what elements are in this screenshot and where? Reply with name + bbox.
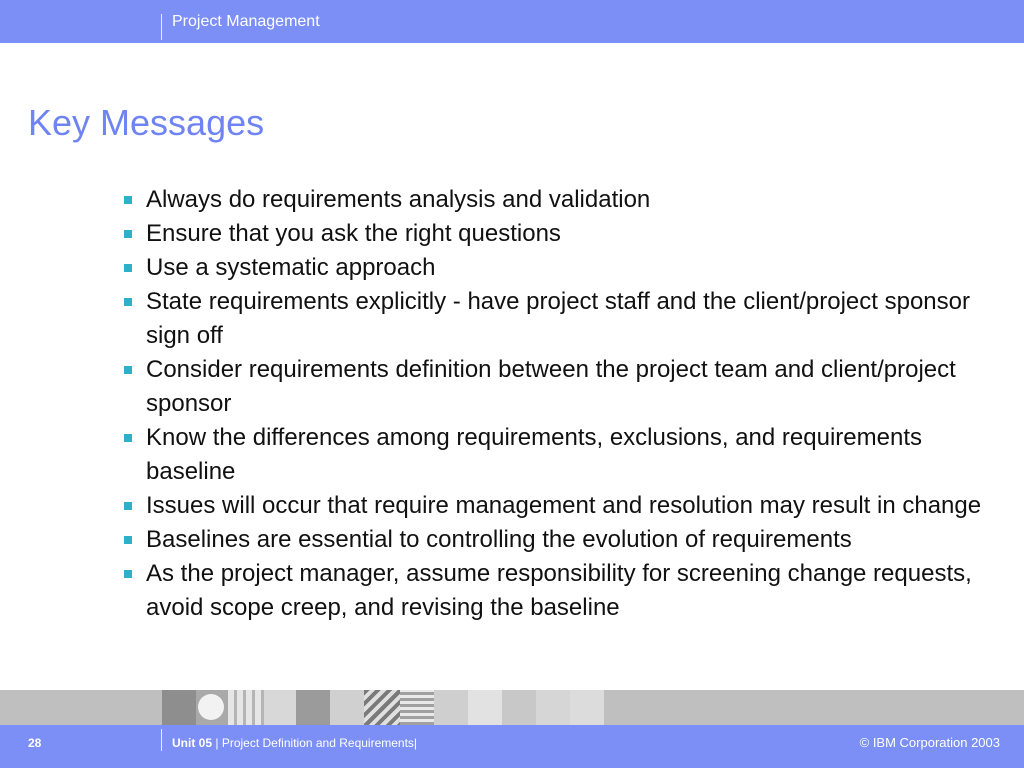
- square-bullet-icon: [124, 536, 132, 544]
- photo-tile: [536, 690, 570, 725]
- footer-divider: [161, 729, 162, 751]
- footer-unit: [172, 736, 417, 750]
- photo-tile: [502, 690, 536, 725]
- bullet-item: [120, 285, 1000, 353]
- bullet-item: [120, 489, 1000, 523]
- photo-tile: [330, 690, 364, 725]
- photo-tile: [264, 690, 296, 725]
- photo-tile: [468, 690, 502, 725]
- photo-tile: [364, 690, 400, 725]
- bullet-text: Baselines are essential to controlling the evolution of requirements: [146, 526, 852, 553]
- bullet-text: Always do requirements analysis and validation: [146, 186, 651, 213]
- photo-tile: [296, 690, 330, 725]
- bullet-text: Use a systematic approach: [146, 254, 436, 281]
- bullet-item: [120, 217, 1000, 251]
- header-divider: [161, 14, 162, 40]
- bullet-item: [120, 183, 1000, 217]
- unit-separator: |: [215, 736, 219, 750]
- bullet-item: [120, 557, 1000, 625]
- photo-tile: [570, 690, 604, 725]
- photo-tile: [434, 690, 468, 725]
- square-bullet-icon: [124, 570, 132, 578]
- photo-tile: [162, 690, 196, 725]
- product-title: Project Management: [172, 13, 320, 30]
- header-banner: [0, 0, 1024, 43]
- bullet-item: [120, 421, 1000, 489]
- square-bullet-icon: [124, 230, 132, 238]
- copyright-notice: © IBM Corporation 2003: [859, 735, 1000, 750]
- square-bullet-icon: [124, 264, 132, 272]
- bullet-list: [120, 183, 1000, 625]
- square-bullet-icon: [124, 298, 132, 306]
- footer-banner: [0, 725, 1024, 768]
- bullet-text: Consider requirements definition between the project team and client/project sponsor: [146, 356, 956, 417]
- bullet-item: [120, 353, 1000, 421]
- bullet-item: [120, 251, 1000, 285]
- decorative-photo-strip: [0, 690, 1024, 725]
- bullet-item: [120, 523, 1000, 557]
- slide-title: Key Messages: [28, 102, 265, 143]
- bullet-text: Know the differences among requirements, exclusions, and requirements baseline: [146, 424, 922, 485]
- square-bullet-icon: [124, 434, 132, 442]
- square-bullet-icon: [124, 502, 132, 510]
- square-bullet-icon: [124, 196, 132, 204]
- bullet-text: Ensure that you ask the right questions: [146, 220, 561, 247]
- bullet-text: As the project manager, assume responsibility for screening change requests, avoid scope creep, and revising the baseline: [146, 560, 972, 621]
- square-bullet-icon: [124, 366, 132, 374]
- bullet-text: Issues will occur that require management and resolution may result in change: [146, 492, 982, 519]
- bullet-text: State requirements explicitly - have project staff and the client/project sponsor sign off: [146, 288, 970, 349]
- photo-tile: [228, 690, 264, 725]
- unit-label: Unit 05: [172, 736, 213, 750]
- photo-tile: [400, 690, 434, 725]
- page-number: 28: [28, 736, 42, 750]
- decorative-circle-icon: [198, 694, 224, 720]
- unit-title: Project Definition and Requirements|: [221, 736, 418, 750]
